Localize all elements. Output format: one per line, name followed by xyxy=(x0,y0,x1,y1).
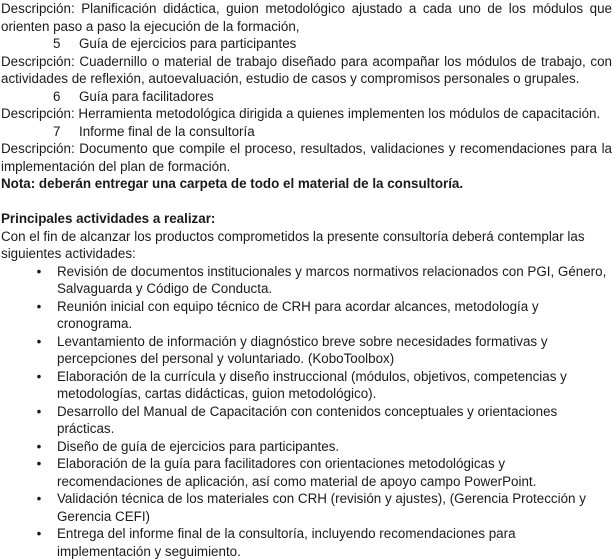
bullet-icon: • xyxy=(34,525,44,543)
list-item xyxy=(1,333,612,368)
bullet-icon: • xyxy=(34,333,44,351)
activities-list xyxy=(1,263,612,560)
bullet-icon: • xyxy=(34,368,44,386)
product-title: Informe final de la consultoría xyxy=(79,124,255,139)
list-item xyxy=(1,298,612,333)
top-description: Descripción: Planificación didáctica, guion metodológico ajustado a cada uno de los módulos que orienten paso a paso la ejecución de la formación, xyxy=(1,0,612,35)
list-item xyxy=(1,455,612,490)
list-item-text: Revisión de documentos institucionales y marcos normativos relacionados con PGI, Género, Salvaguarda y Código de Conducta. xyxy=(57,264,606,297)
list-item-text: Levantamiento de información y diagnóstico breve sobre necesidades formativas y percepciones del personal y voluntariado. (KoboToolbox) xyxy=(57,334,548,367)
bullet-icon: • xyxy=(34,438,44,456)
list-item-text: Desarrollo del Manual de Capacitación con contenidos conceptuales y orientaciones prácticas. xyxy=(57,404,557,437)
list-item xyxy=(1,525,612,560)
product-6 xyxy=(1,88,612,123)
product-description: Descripción: Documento que compile el proceso, resultados, validaciones y recomendaciones para la implementación del plan de formación. xyxy=(1,140,612,175)
list-item-text: Elaboración de la currícula y diseño instruccional (módulos, objetivos, competencias y metodologías, cartas didácticas, guion metodológico). xyxy=(57,369,567,402)
product-title: Guía de ejercicios para participantes xyxy=(79,36,296,51)
bullet-icon: • xyxy=(34,403,44,421)
activities-intro: Con el fin de alcanzar los productos comprometidos la presente consultoría deberá contemplar las siguientes actividades: xyxy=(1,228,612,263)
product-heading xyxy=(1,123,612,141)
bullet-icon: • xyxy=(34,263,44,281)
list-item xyxy=(1,438,612,456)
deliverable-note: Nota: deberán entregar una carpeta de todo el material de la consultoría. xyxy=(1,175,612,193)
product-7 xyxy=(1,123,612,176)
product-heading xyxy=(1,35,612,53)
product-number: 7 xyxy=(53,123,79,141)
product-heading xyxy=(1,88,612,106)
list-item xyxy=(1,368,612,403)
bullet-icon: • xyxy=(34,455,44,473)
list-item-text: Reunión inicial con equipo técnico de CRH para acordar alcances, metodología y cronograma. xyxy=(57,299,539,332)
bullet-icon: • xyxy=(34,298,44,316)
list-item xyxy=(1,263,612,298)
list-item-text: Elaboración de la guía para facilitadores con orientaciones metodológicas y recomendaciones de aplicación, así como material de apoyo campo PowerPoint. xyxy=(57,456,536,489)
bullet-icon: • xyxy=(34,490,44,508)
list-item-text: Diseño de guía de ejercicios para participantes. xyxy=(57,439,339,454)
product-number: 6 xyxy=(53,88,79,106)
list-item-text: Entrega del informe final de la consultoría, incluyendo recomendaciones para implementación y seguimiento. xyxy=(57,526,516,559)
list-item xyxy=(1,403,612,438)
product-description: Descripción: Herramienta metodológica dirigida a quienes implementen los módulos de capacitación. xyxy=(1,105,612,123)
product-5 xyxy=(1,35,612,88)
list-item xyxy=(1,490,612,525)
product-title: Guía para facilitadores xyxy=(79,89,214,104)
product-number: 5 xyxy=(53,35,79,53)
list-item-text: Validación técnica de los materiales con CRH (revisión y ajustes), (Gerencia Protección y Gerencia CEFI) xyxy=(57,491,586,524)
product-description: Descripción: Cuadernillo o material de trabajo diseñado para acompañar los módulos de trabajo, con actividades de reflexión, autoevaluación, estudio de casos y compromisos personales o grupales. xyxy=(1,53,612,88)
activities-section-title: Principales actividades a realizar: xyxy=(1,210,612,228)
